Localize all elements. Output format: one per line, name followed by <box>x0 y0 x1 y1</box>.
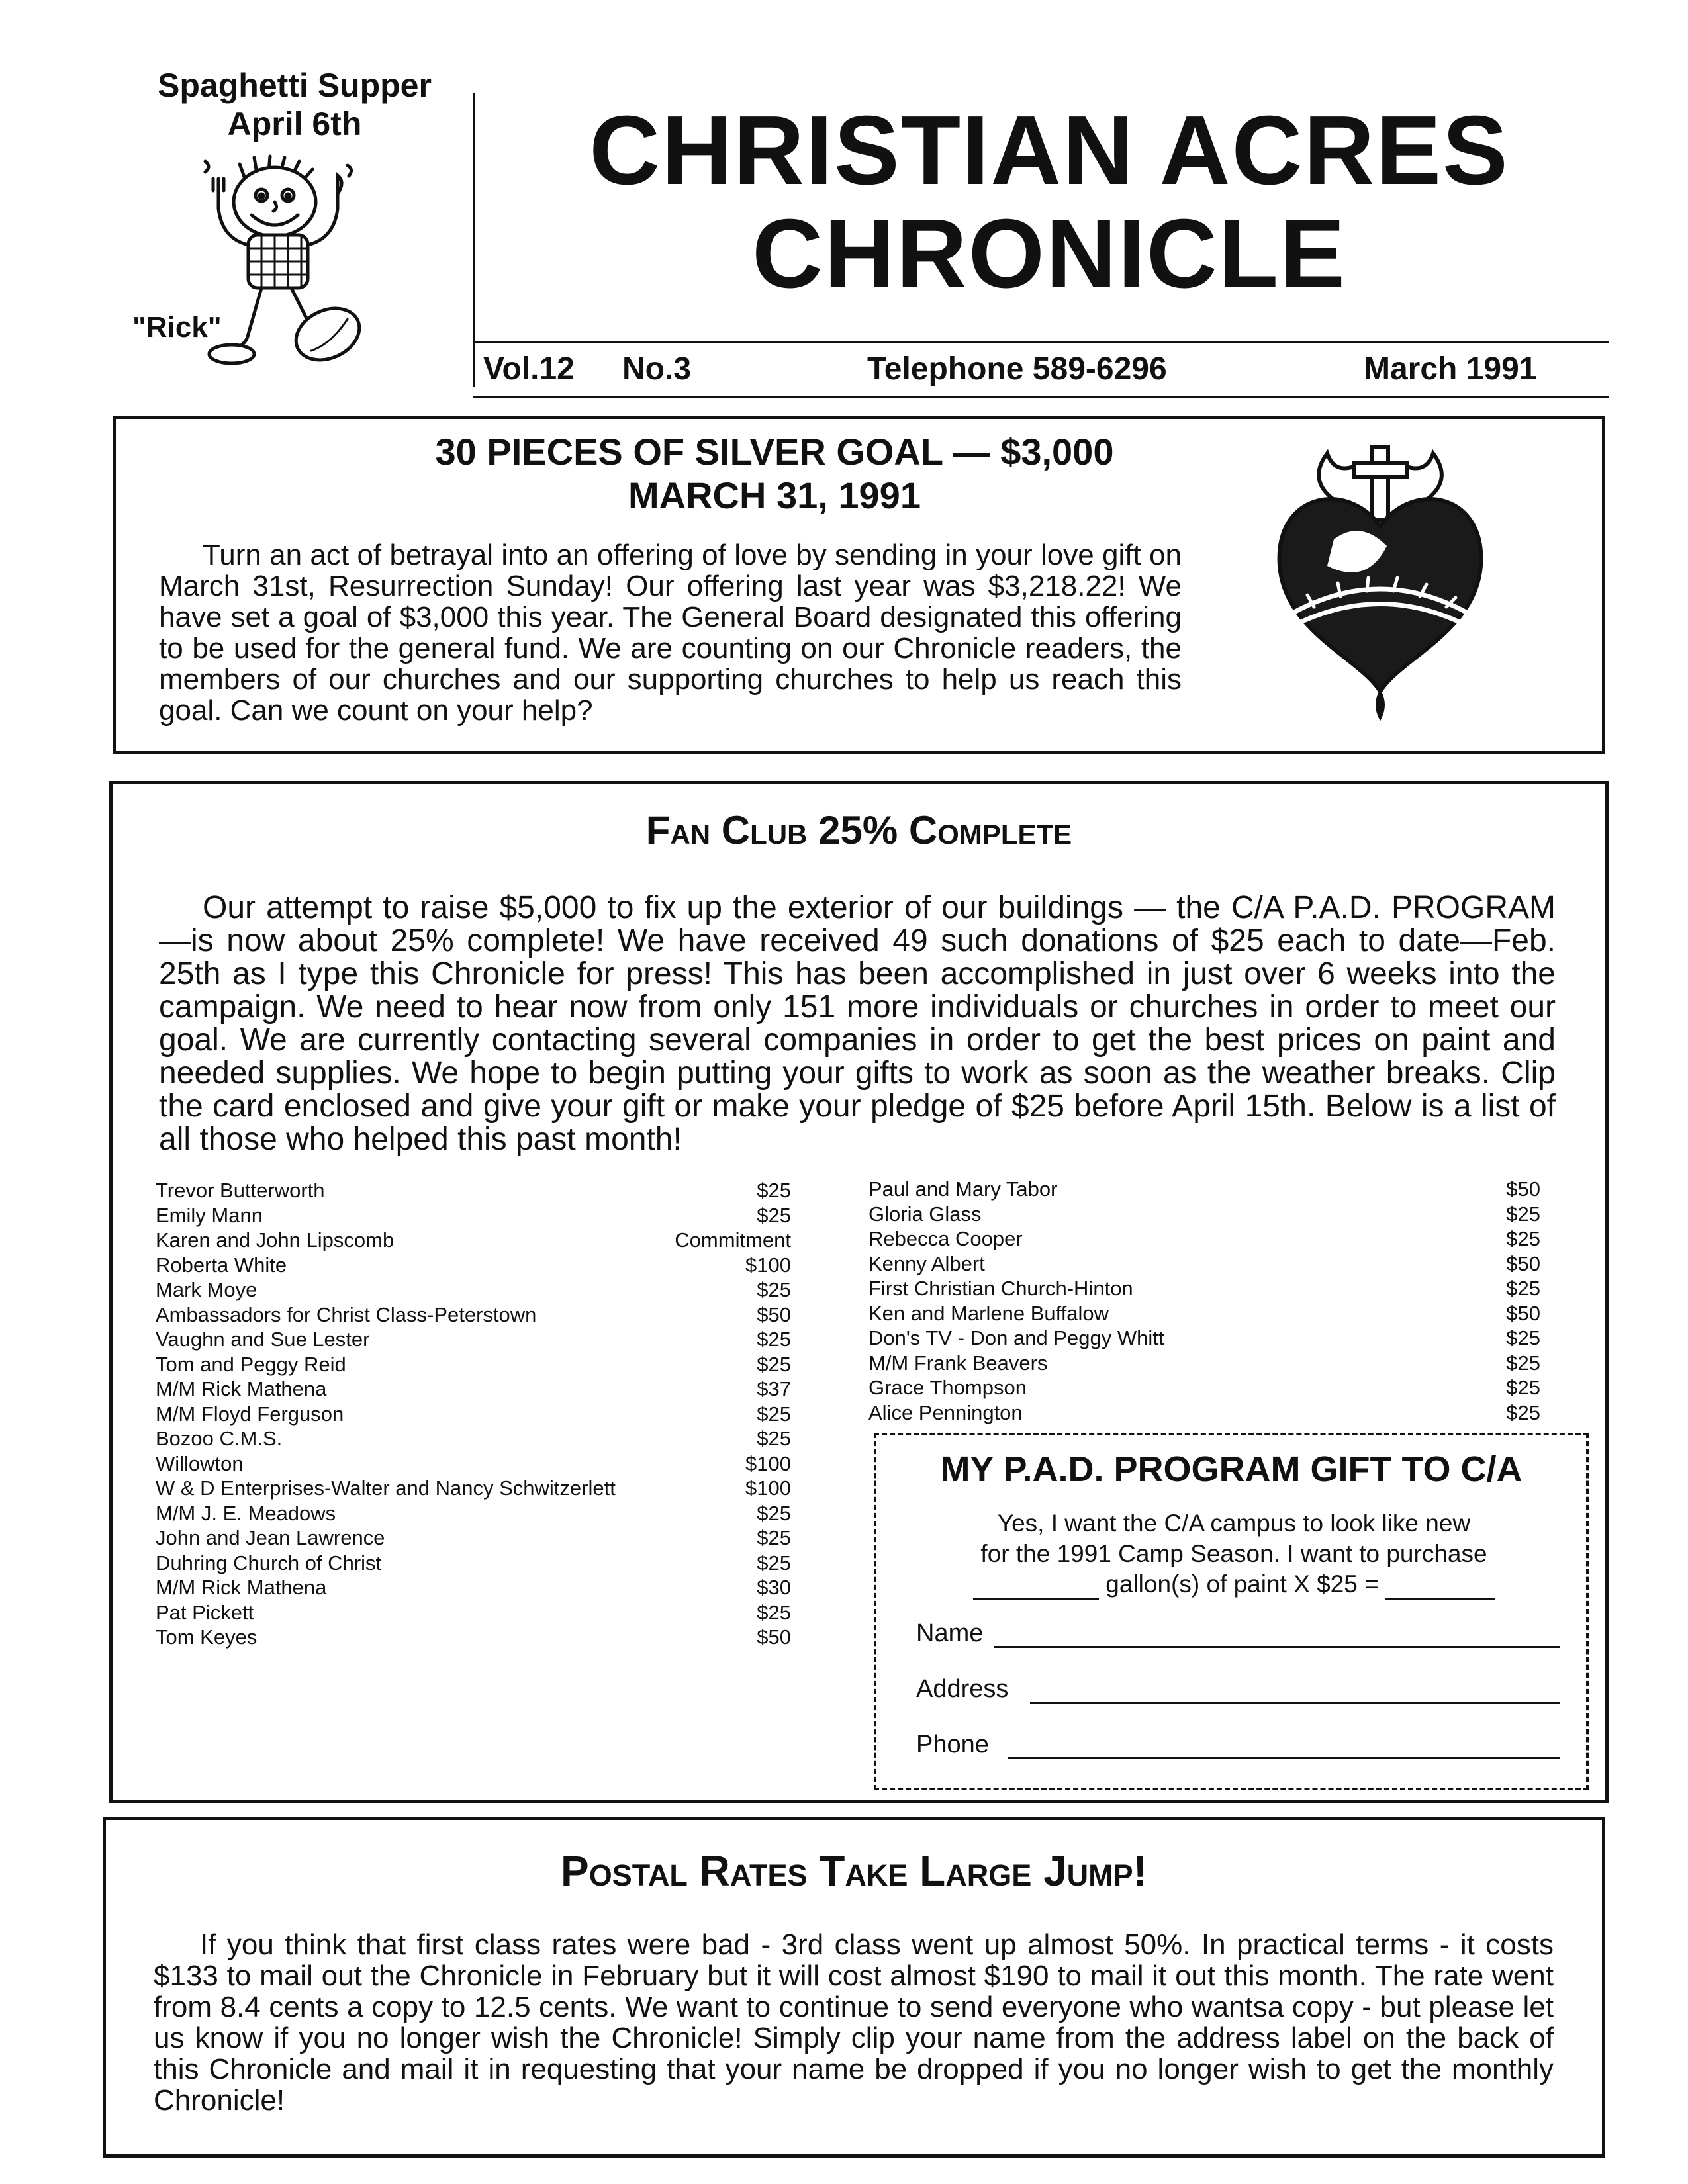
donor-row <box>156 1551 791 1576</box>
donor-name: Willowton <box>156 1451 244 1475</box>
address-line[interactable] <box>1030 1702 1560 1704</box>
donor-name: Bozoo C.M.S. <box>156 1427 283 1450</box>
mascot-name: "Rick" <box>132 311 222 343</box>
donor-amount: $25 <box>1506 1376 1540 1399</box>
donor-name: Grace Thompson <box>868 1376 1027 1399</box>
donor-name: Roberta White <box>156 1253 287 1277</box>
silver-goal-heading <box>199 430 1350 518</box>
donor-row <box>868 1177 1540 1202</box>
donor-row <box>156 1451 791 1477</box>
sacred-heart-icon <box>1261 440 1499 731</box>
coupon-title: MY P.A.D. PROGRAM GIFT TO C/A <box>940 1449 1523 1489</box>
donor-row <box>156 1203 791 1228</box>
donor-list-right <box>868 1177 1540 1425</box>
donor-row <box>868 1226 1540 1251</box>
donor-row <box>156 1625 791 1650</box>
donor-amount: $25 <box>757 1352 791 1376</box>
donor-amount: $25 <box>757 1526 791 1549</box>
donor-amount: $25 <box>1506 1400 1540 1424</box>
donor-amount: $25 <box>757 1278 791 1301</box>
silver-goal-body: Turn an act of betrayal into an offering of love by sending in your love gift on March 31st, Resurrection Sunday! Our offering last year was $3,218.22! We have set a goal of $3,000 this year. The General Board designated this offering to be used for the general fund. We are counting on our Chronicle readers, the members of our churches and our supporting churches to help us reach this goal. Can we count on your help? <box>159 539 1182 727</box>
donor-amount: $25 <box>1506 1202 1540 1226</box>
donor-amount: $50 <box>757 1302 791 1326</box>
donor-row <box>868 1326 1540 1351</box>
donor-name: M/M J. E. Meadows <box>156 1501 336 1525</box>
coupon-line-3-row <box>903 1569 1565 1600</box>
supper-promo <box>132 66 457 143</box>
name-label: Name <box>916 1619 984 1647</box>
donor-amount: $25 <box>757 1203 791 1227</box>
donor-name: M/M Rick Mathena <box>156 1576 327 1599</box>
donor-name: Ken and Marlene Buffalow <box>868 1301 1109 1325</box>
donor-row <box>156 1476 791 1501</box>
coupon-line-1: Yes, I want the C/A campus to look like new <box>997 1510 1471 1537</box>
newsletter-title <box>490 96 1609 308</box>
donor-row <box>156 1327 791 1352</box>
gallons-blank[interactable] <box>973 1574 1099 1600</box>
donor-amount: $25 <box>757 1600 791 1624</box>
donor-amount: $50 <box>1506 1251 1540 1275</box>
donor-name: Don's TV - Don and Peggy Whitt <box>868 1326 1164 1349</box>
silver-goal-heading-line-2: MARCH 31, 1991 <box>628 475 921 516</box>
donor-amount: $25 <box>757 1328 791 1351</box>
issue-date: March 1991 <box>1364 351 1537 387</box>
fan-club-body: Our attempt to raise $5,000 to fix up the exterior of our buildings — the C/A P.A.D. PROGRAM—is now about 25% complete! We have received 49 such donations of $25 each to date—Feb. 25th as I type this Chronicle for press! This has been accomplished in just over 6 weeks into the campaign. We need to hear now from only 151 more individuals or churches in order to meet our goal. We are currently contacting several companies in order to get the best prices on paint and needed supplies. We hope to begin putting your gifts to work as soon as the weather breaks. Clip the card enclosed and give your gift or make your pledge of $25 before April 15th. Below is a list of all those who helped this past month! <box>159 890 1556 1157</box>
donor-amount: $50 <box>1506 1301 1540 1325</box>
donor-amount: $100 <box>745 1451 791 1475</box>
coupon-line-2: for the 1991 Camp Season. I want to purchase <box>980 1540 1487 1567</box>
name-line[interactable] <box>994 1646 1560 1648</box>
donor-name: Mark Moye <box>156 1278 258 1301</box>
donor-name: M/M Frank Beavers <box>868 1351 1048 1375</box>
donor-name: Pat Pickett <box>156 1600 254 1624</box>
donor-name: M/M Rick Mathena <box>156 1377 327 1400</box>
donor-amount: $25 <box>757 1427 791 1450</box>
donor-row <box>868 1375 1540 1400</box>
promo-line-2: April 6th <box>227 105 362 142</box>
donor-row <box>868 1202 1540 1227</box>
donor-row <box>156 1253 791 1278</box>
donor-amount: $25 <box>1506 1277 1540 1300</box>
title-line-2: CHRONICLE <box>752 199 1346 308</box>
donor-name: Emily Mann <box>156 1203 263 1227</box>
donor-name: Rebecca Cooper <box>868 1227 1023 1250</box>
donor-name: Ambassadors for Christ Class-Peterstown <box>156 1302 537 1326</box>
issue-number: No.3 <box>622 351 692 387</box>
donor-row <box>156 1277 791 1302</box>
donor-name: M/M Floyd Ferguson <box>156 1402 344 1426</box>
masthead-rule-bottom <box>473 396 1609 398</box>
donor-amount: $25 <box>757 1179 791 1202</box>
donor-name: Karen and John Lipscomb <box>156 1228 395 1251</box>
cartoon-boy-icon <box>179 152 391 384</box>
donor-amount: $100 <box>745 1477 791 1500</box>
phone-label: Phone <box>916 1731 989 1758</box>
donor-name: John and Jean Lawrence <box>156 1526 385 1549</box>
donor-amount: $25 <box>1506 1227 1540 1250</box>
donor-row <box>156 1402 791 1427</box>
masthead-rule-top <box>473 341 1609 343</box>
donor-row <box>868 1301 1540 1326</box>
donor-amount: $25 <box>757 1551 791 1574</box>
donor-row <box>156 1228 791 1253</box>
postal-rates-body: If you think that first class rates were bad - 3rd class went up almost 50%. In practical terms - it costs $133 to mail out the Chronicle in February but it will cost almost $190 to mail it out this month. The rate went from 8.4 cents a copy to 12.5 cents. We want to continue to send everyone who wantsa copy - but please let us know if you no longer wish the Chronicle! Simply clip your name from the address label on the back of this Chronicle and mail it in requesting that your name be dropped if you no longer wish to get the monthly Chronicle! <box>154 1929 1554 2116</box>
donor-amount: $30 <box>757 1576 791 1599</box>
donor-name: Alice Pennington <box>868 1400 1023 1424</box>
donor-name: Gloria Glass <box>868 1202 982 1226</box>
donor-row <box>156 1600 791 1625</box>
coupon-line-3: gallon(s) of paint X $25 = <box>1105 1570 1379 1598</box>
donor-row <box>156 1501 791 1526</box>
donor-row <box>156 1377 791 1402</box>
donor-amount: $50 <box>757 1625 791 1649</box>
promo-line-1: Spaghetti Supper <box>158 67 432 104</box>
donor-name: Trevor Butterworth <box>156 1179 325 1202</box>
donor-row <box>868 1251 1540 1277</box>
donor-name: Tom Keyes <box>156 1625 258 1649</box>
volume: Vol.12 <box>483 351 575 387</box>
donor-row <box>868 1276 1540 1301</box>
telephone: Telephone 589-6296 <box>867 351 1167 387</box>
donor-amount: $25 <box>1506 1326 1540 1349</box>
donor-amount: $25 <box>757 1402 791 1426</box>
silver-goal-heading-line-1: 30 PIECES OF SILVER GOAL — $3,000 <box>435 431 1114 473</box>
donor-row <box>156 1426 791 1451</box>
donor-amount: Commitment <box>675 1228 791 1251</box>
donor-list-left <box>156 1178 791 1650</box>
donor-amount: $25 <box>1506 1351 1540 1375</box>
donor-name: Paul and Mary Tabor <box>868 1177 1058 1201</box>
donor-name: First Christian Church-Hinton <box>868 1277 1133 1300</box>
donor-name: W & D Enterprises-Walter and Nancy Schwitzerlett <box>156 1477 616 1500</box>
total-blank[interactable] <box>1385 1574 1495 1600</box>
donor-row <box>868 1400 1540 1426</box>
donor-name: Vaughn and Sue Lester <box>156 1328 370 1351</box>
fan-club-heading: Fan Club 25% Complete <box>645 808 1072 852</box>
donor-row <box>156 1525 791 1551</box>
donor-amount: $50 <box>1506 1177 1540 1201</box>
donor-amount: $37 <box>757 1377 791 1400</box>
phone-line[interactable] <box>1008 1757 1560 1759</box>
donor-row <box>156 1352 791 1377</box>
gift-coupon <box>874 1433 1589 1790</box>
donor-name: Kenny Albert <box>868 1251 985 1275</box>
donor-amount: $100 <box>745 1253 791 1277</box>
address-label: Address <box>916 1675 1009 1703</box>
donor-name: Tom and Peggy Reid <box>156 1352 346 1376</box>
title-line-1: CHRISTIAN ACRES <box>589 96 1509 205</box>
donor-row <box>156 1575 791 1600</box>
donor-row <box>868 1351 1540 1376</box>
coupon-text <box>903 1508 1565 1600</box>
postal-rates-heading: Postal Rates Take Large Jump! <box>561 1847 1147 1895</box>
donor-amount: $25 <box>757 1501 791 1525</box>
donor-name: Duhring Church of Christ <box>156 1551 382 1574</box>
donor-row <box>156 1302 791 1328</box>
donor-row <box>156 1178 791 1203</box>
